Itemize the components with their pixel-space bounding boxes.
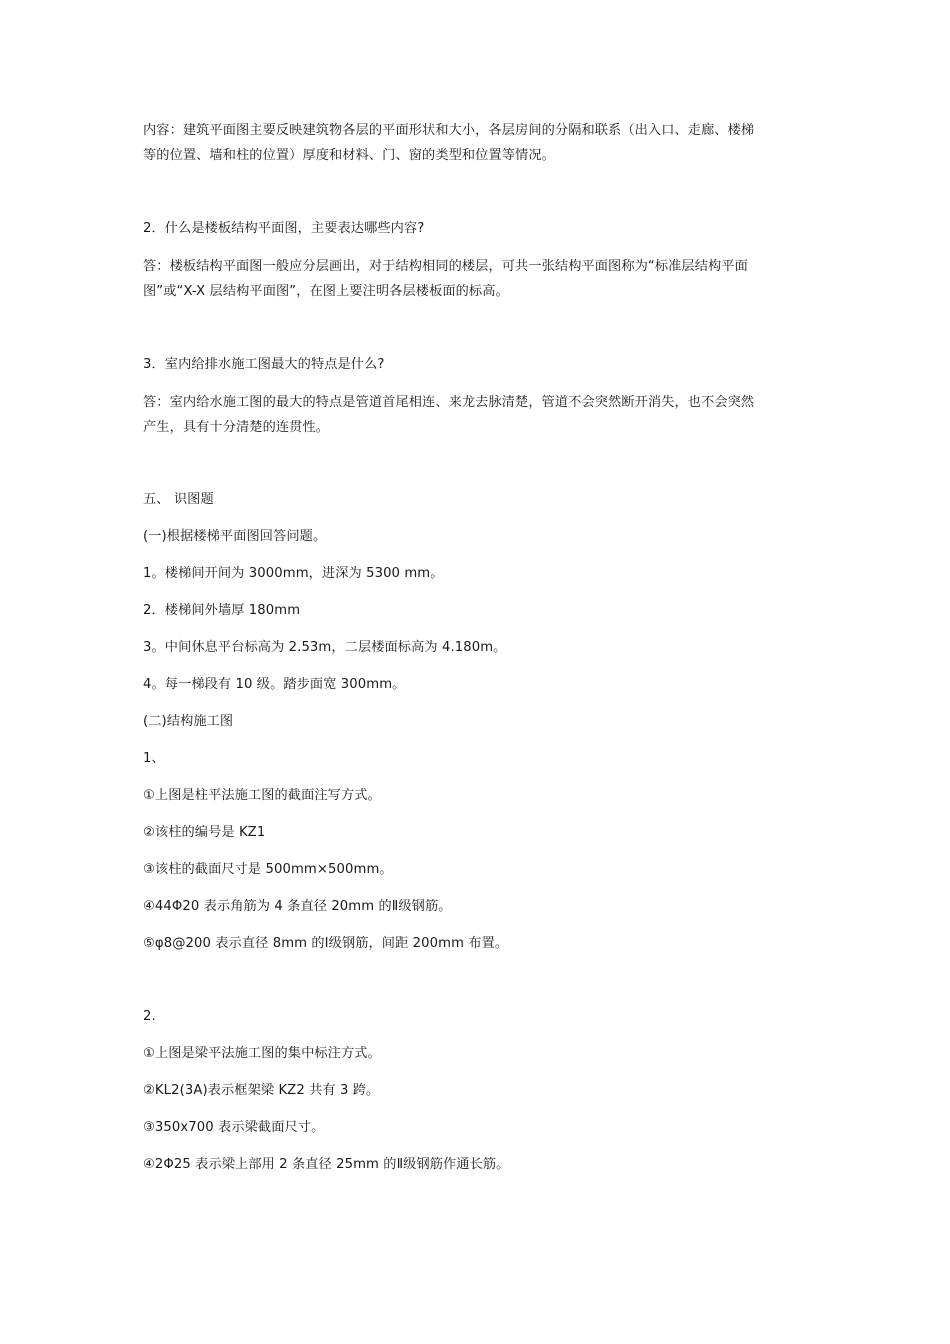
beam-item-4: ④2Φ25 表示梁上部用 2 条直径 25mm 的Ⅱ级钢筋作通长筋。 [143,1157,510,1172]
section-5-title: 五、 识图题 [143,492,214,507]
answer-2-line-1: 答：楼板结构平面图一般应分层画出，对于结构相同的楼层，可共一张结构平面图称为“标准层结构平面 [143,259,748,274]
stair-item-2: 2．楼梯间外墙厚 180mm [143,603,301,618]
answer-3-line-1: 答：室内给水施工图的最大的特点是管道首尾相连、来龙去脉清楚，管道不会突然断开消失，也不会突然 [143,395,755,410]
answer-2-line-2: 图”或“X-X 层结构平面图”，在图上要注明各层楼板面的标高。 [143,284,509,299]
subsection-1-heading: (一)根据楼梯平面图回答问题。 [143,529,327,544]
subsection-2-heading: (二)结构施工图 [143,714,234,729]
structure-item-1-heading: 1、 [143,751,165,766]
stair-item-3: 3。中间休息平台标高为 2.53m，二层楼面标高为 4.180m。 [143,640,507,655]
question-3: 3．室内给排水施工图最大的特点是什么? [143,357,385,372]
beam-item-3: ③350x700 表示梁截面尺寸。 [143,1120,325,1135]
paragraph-content-line-2: 等的位置、墙和柱的位置）厚度和材料、门、窗的类型和位置等情况。 [143,148,555,163]
column-item-4: ④44Φ20 表示角筋为 4 条直径 20mm 的Ⅱ级钢筋。 [143,899,452,914]
stair-item-1: 1。楼梯间开间为 3000mm，进深为 5300 mm。 [143,566,444,581]
beam-item-2: ②KL2(3A)表示框架梁 KZ2 共有 3 跨。 [143,1083,380,1098]
question-2: 2．什么是楼板结构平面图，主要表达哪些内容? [143,221,425,236]
column-item-3: ③该柱的截面尺寸是 500mm×500mm。 [143,862,393,877]
column-item-1: ①上图是柱平法施工图的截面注写方式。 [143,788,381,803]
structure-item-2-heading: 2. [143,1009,156,1024]
beam-item-1: ①上图是梁平法施工图的集中标注方式。 [143,1046,381,1061]
stair-item-4: 4。每一梯段有 10 级。踏步面宽 300mm。 [143,677,406,692]
answer-3-line-2: 产生，具有十分清楚的连贯性。 [143,420,330,435]
paragraph-content-line-1: 内容：建筑平面图主要反映建筑物各层的平面形状和大小，各层房间的分隔和联系（出入口、走廊、楼梯 [143,123,755,138]
column-item-5: ⑤φ8@200 表示直径 8mm 的Ⅰ级钢筋，间距 200mm 布置。 [143,936,509,951]
column-item-2: ②该柱的编号是 KZ1 [143,825,266,840]
